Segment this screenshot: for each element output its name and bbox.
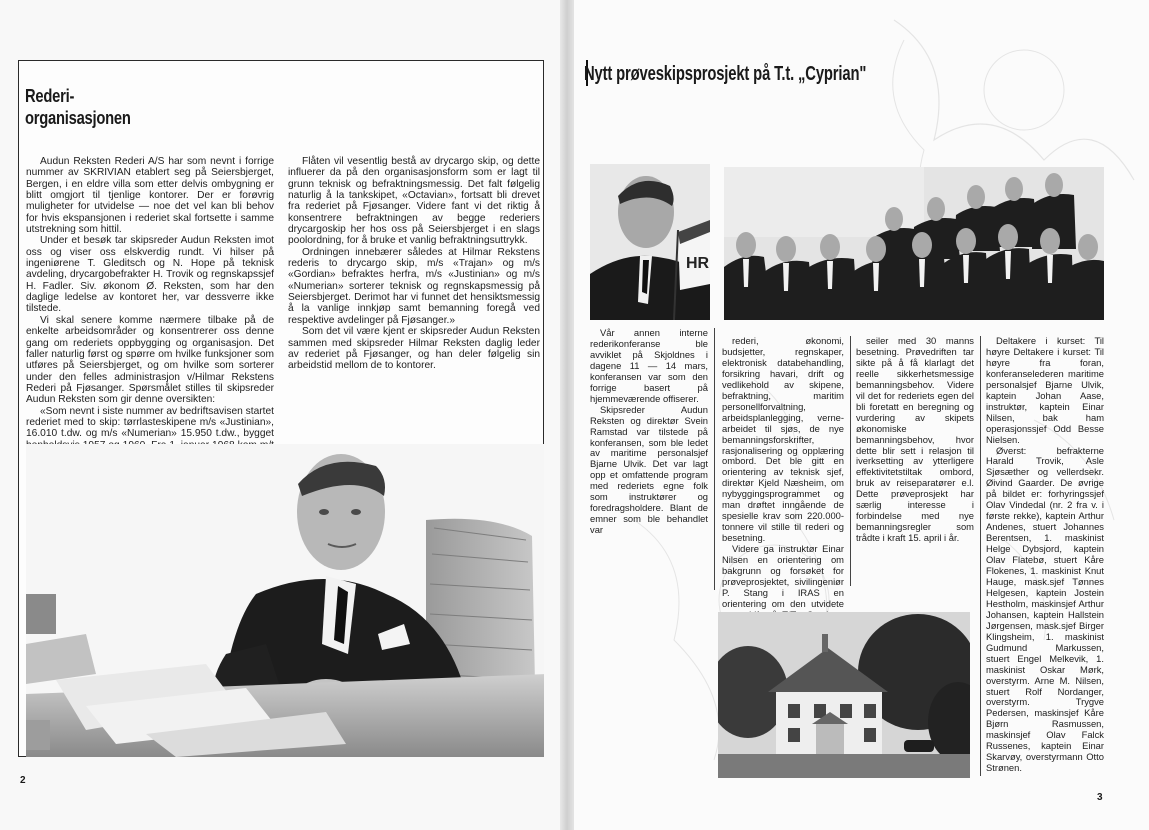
photo-shipowner-graphic [26,444,544,757]
right-column-1 [590,328,708,536]
right-column-3 [856,336,974,544]
paragraph: Under et besøk tar skipsreder Audun Reksten imot oss og viser oss elskverdig rundt. Vi hilser på ingeniørene T. Gleditsch og N. Hope på teknisk avdeling, drycargobefrakter H. Trovik og regnskapssjef H. Fadler. Siv. økonom Ø. Reksten, som har den daglige ledelse av kontoret her, var dessverre ikke tilstede. [26,235,274,315]
paragraph: seiler med 30 manns besetning. Prøvedriften tar sikte på å få klarlagt det reelle sikkerhetsmessige bemanningsbehov. Videre vil det for rederiets egen del bli foretatt en beregning og vurdering av skipets økonomiske bemanningsbehov, hvor dette blir sett i relasjon til iverksetting av ytterligere effektivitetstiltak ombord, bruk av reiseparatører e.l. Dette prøveprosjekt har særlig interesse i forbindelse med nye bemanningsregler som trådte i kraft 15. april i år. [856,335,974,544]
paragraph: Skipsreder Audun Reksten og direktør Svein Ramstad var tilstede på konferansen, som ble ledet av maritime personalsjef Bjarne Ulvik. Det var lagt opp et omfattende program med rederiets egne folk som instruktører og foredragsholdere. Blant de emner som ble behandlet var [590,403,708,536]
column-divider [714,328,715,590]
page-number-left: 2 [20,775,26,786]
paragraph: Vår annen interne rederikonferanse ble avviklet på Skjoldnes i dagene 11 — 14 mars, konferansen var som den forrige basert på hjemmeværende offiserer. [590,327,708,404]
title-line-1: Rederi- [25,86,75,106]
photo-portrait-graphic [590,164,710,320]
left-column-b [288,156,540,372]
column-divider [980,336,981,776]
paragraph: Deltakere i kurset: Til høyre Deltakere i kurset: Til høyre fra foran, konferanselederen maritime personalsjef Bjarne Ulvik, kaptein Johan Aase, instruktør, kaptein Einar Nilsen, bak ham operasjonssjef Odd Besse Nielsen. [986,335,1104,445]
paragraph: rederi, økonomi, budsjetter, regnskaper, elektronisk databehandling, forsikring havari, drift og vedlikehold av skipene, befraktning, maritim personellforvaltning, arbeidsplanlegging, verne-arbeidet til sjøs, de nye bemanningsforskrifter, rasjonalisering og opplæring ombord. Det ble gitt en orientering av teknisk sjef, direktør Kjeld Næsheim, om nybyggingsprogrammet og man drøftet inngående de spesielle krav som 220.000-tonnere vil stille til rederi og besetning. [722,335,844,544]
paragraph: Som det vil være kjent er skipsreder Audun Reksten sammen med skipsreder Hilmar Reksten daglig leder av rederiet på Fjøsanger, og han deler følgelig sin arbeidstid mellom de to kontorer. [288,326,540,372]
article-title-left [25,85,131,129]
paragraph: Ordningen innebærer således at Hilmar Rekstens rederis to drycargo skip, m/s «Trajan» og m/s «Gordian» befraktes herfra, m/s «Justinian» og m/s «Numerian» sorterer teknisk og regnskapsmessig på Seiersbjerget. Derimot har vi funnet det hensiktsmessig å la vanlige innkjøp samt bemanning foregå ved respektive avdelinger på Fjøsanger.» [288,246,540,326]
paragraph: Øverst: befrakterne Harald Trovik, Asle Sjøsæther og vellerdsekr. Øivind Gaarder. De øvrige på bildet er: forhyringssjef Olav Vindedal (nr. 2 fra v. i første rekke), kaptein Arthur Andenes, stuert Johannes Berentsen, 1. maskinist Helge Dybsjord, kaptein Olav Flatebø, stuert Kåre Flokenes, 1. maskinist Knut Hauge, mask.sjef Tønnes Helgesen, kaptein Jostein Hestholm, maskinsjef Arthur Johansen, kaptein Hallstein Jørgensen, mask.sjef Birger Klingsheim, 1. maskinist Gudmund Markussen, stuert Engel Melkevik, 1. maskinist Oskar Mørk, overstyrm. Arne M. Nilsen, stuert Rolf Nordanger, overstyrm. Trygve Pedersen, maskinsjef Kåre Bjørn Rasmussen, maskinsjef Olav Falck Russenes, kaptein Einar Skarvøy, overstyrmann Otto Strønen. [986,444,1104,774]
spine-gutter [560,0,574,830]
photo-shipowner-at-desk [26,444,544,757]
paragraph: «Som nevnt i siste nummer av bedriftsavisen startet rederiet med to skip: tørrlasteskipene m/s «Justinian», 16.010 t.dw. og m/s «Numerian» 15.950 t.dw., bygget [26,405,274,440]
page-number-right: 3 [1097,792,1103,803]
paragraph: Vi skal senere komme nærmere tilbake på de enkelte arbeidsområder og konsentrerer oss denne gang om rederiets oppbygging og organisasjon. Det faller naturlig først og spørre om hvilke funksjoner som utføres på Seiersbjerget, og om hvilke som sorterer under den felles administrasjon v/Hilmar Rekstens Rederi på Fjøsanger. Spørsmålet stilles til skipsreder Audun Reksten som gir denne oversikten: [26,314,274,406]
title-line-2: organisasjonen [25,108,131,128]
right-column-4-caption [986,336,1104,774]
article-title-right: Nytt prøveskipsprosjekt på T.t. „Cyprian" [584,63,867,85]
paragraph: Videre ga instruktør Einar Nilsen en orientering om bakgrunn og forsøket for prøveprosjektet, sivilingeniør P. Stang i IRAS en orientering om den utvidete [722,543,844,609]
photo-conference-group [724,167,1104,320]
photo-house-graphic [718,612,970,778]
svg-text:HR: HR [686,255,710,272]
paragraph: Audun Reksten Rederi A/S har som nevnt i forrige nummer av SKRIVIAN etablert seg på Seiersbjerget, Bergen, i en eldre villa som etter delvis ombygning er blitt omgjort til tjenlige kontorer. Der er forøvrig muligheter for utvidelse — noe det vel kan bli behov for hvis ekspansjonen i rederiet skal fortsette i samme utstrekning som hittil. [26,156,274,236]
photo-portrait-with-flag [590,164,710,320]
paragraph: Flåten vil vesentlig bestå av drycargo skip, og dette influerer da på den organisasjonsform som er lagt til grunn teknisk og befraktningsmessig. Det falt følgelig naturlig å la tankskipet, «Octavian», fortsatt bli drevet fra rederiet på Fjøsanger. Videre fant vi det riktig å konsentrere befraktningen av begge rederiers drycargoskip her hos oss på Seiersbjerget i en slags poolordning, for å bruke et vanlig befraktningsuttrykk. [288,156,540,247]
photo-villa-office [718,612,970,778]
right-column-2 [722,336,844,632]
photo-group-graphic [724,167,1104,320]
column-divider [850,336,851,586]
